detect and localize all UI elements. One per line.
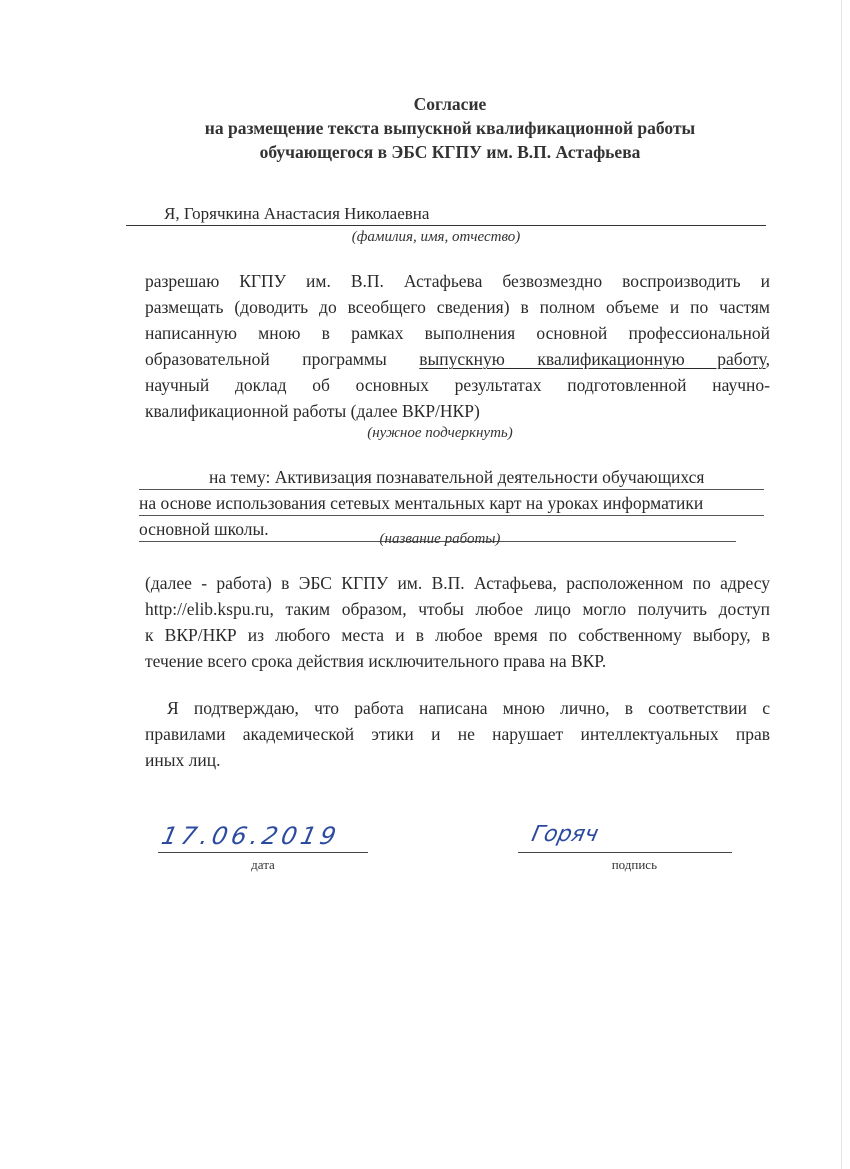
program-text: образовательной программы [145, 349, 387, 369]
topic-line-1: на тему: Активизация познавательной деятельности обучающихся [139, 464, 764, 490]
comma: , [765, 349, 771, 369]
access-line-2: http://elib.kspu.ru, таким образом, чтобы любое лицо могло получить доступ [145, 599, 770, 619]
topic-hint: (название работы) [379, 531, 501, 547]
signature-label: подпись [611, 857, 657, 872]
handwritten-signature: Горяч [529, 822, 601, 847]
confirmation-line-2: правилами академической этики и не нарушает интеллектуальных прав [145, 724, 770, 744]
date-label: дата [251, 857, 275, 872]
title-line-2: на размещение текста выпускной квалификационной работы [204, 118, 696, 138]
access-line-4: течение всего срока действия исключительного права на ВКР. [145, 651, 607, 671]
access-line-3: к ВКР/НКР из любого места и в любое время по собственному выбору, в [145, 625, 770, 645]
title-line-1: Согласие [413, 94, 487, 114]
permission-line-2: размещать (доводить до всеобщего сведения) в полном объеме и по частям [145, 297, 770, 317]
permission-line-1: разрешаю КГПУ им. В.П. Астафьева безвозмездно воспроизводить и [145, 271, 770, 291]
title-line-3: обучающегося в ЭБС КГПУ им. В.П. Астафьева [259, 142, 641, 162]
confirmation-line-1: Я подтверждаю, что работа написана мною лично, в соответствии с [167, 698, 770, 718]
applicant-name-field [126, 203, 766, 226]
underlined-option: выпускную квалификационную работу [419, 349, 766, 369]
confirmation-paragraph [145, 695, 770, 773]
permission-line-5: научный доклад об основных результатах подготовленной научно- [145, 375, 770, 395]
permission-line-4 [145, 346, 770, 372]
signature-block [518, 822, 732, 873]
topic-line-3: основной школы. [139, 516, 736, 542]
document-title [0, 92, 850, 164]
permission-paragraph [145, 268, 770, 424]
topic-line-2: на основе использования сетевых ментальных карт на уроках информатики [139, 490, 764, 516]
access-paragraph [145, 570, 770, 674]
date-block [158, 822, 368, 873]
permission-line-3: написанную мною в рамках выполнения основной профессиональной [145, 323, 770, 343]
signature-line [518, 822, 732, 853]
handwritten-date: 17.06.2019 [159, 822, 343, 850]
permission-line-6: квалификационной работы (далее ВКР/НКР) [145, 401, 480, 421]
underline-hint: (нужное подчеркнуть) [367, 425, 513, 441]
date-line [158, 822, 368, 853]
applicant-name: Я, Горячкина Анастасия Николаевна [164, 204, 430, 223]
applicant-hint: (фамилия, имя, отчество) [351, 229, 521, 245]
access-line-1: (далее - работа) в ЭБС КГПУ им. В.П. Астафьева, расположенном по адресу [145, 573, 770, 593]
page-edge [841, 0, 842, 1169]
confirmation-line-3: иных лиц. [145, 750, 221, 770]
